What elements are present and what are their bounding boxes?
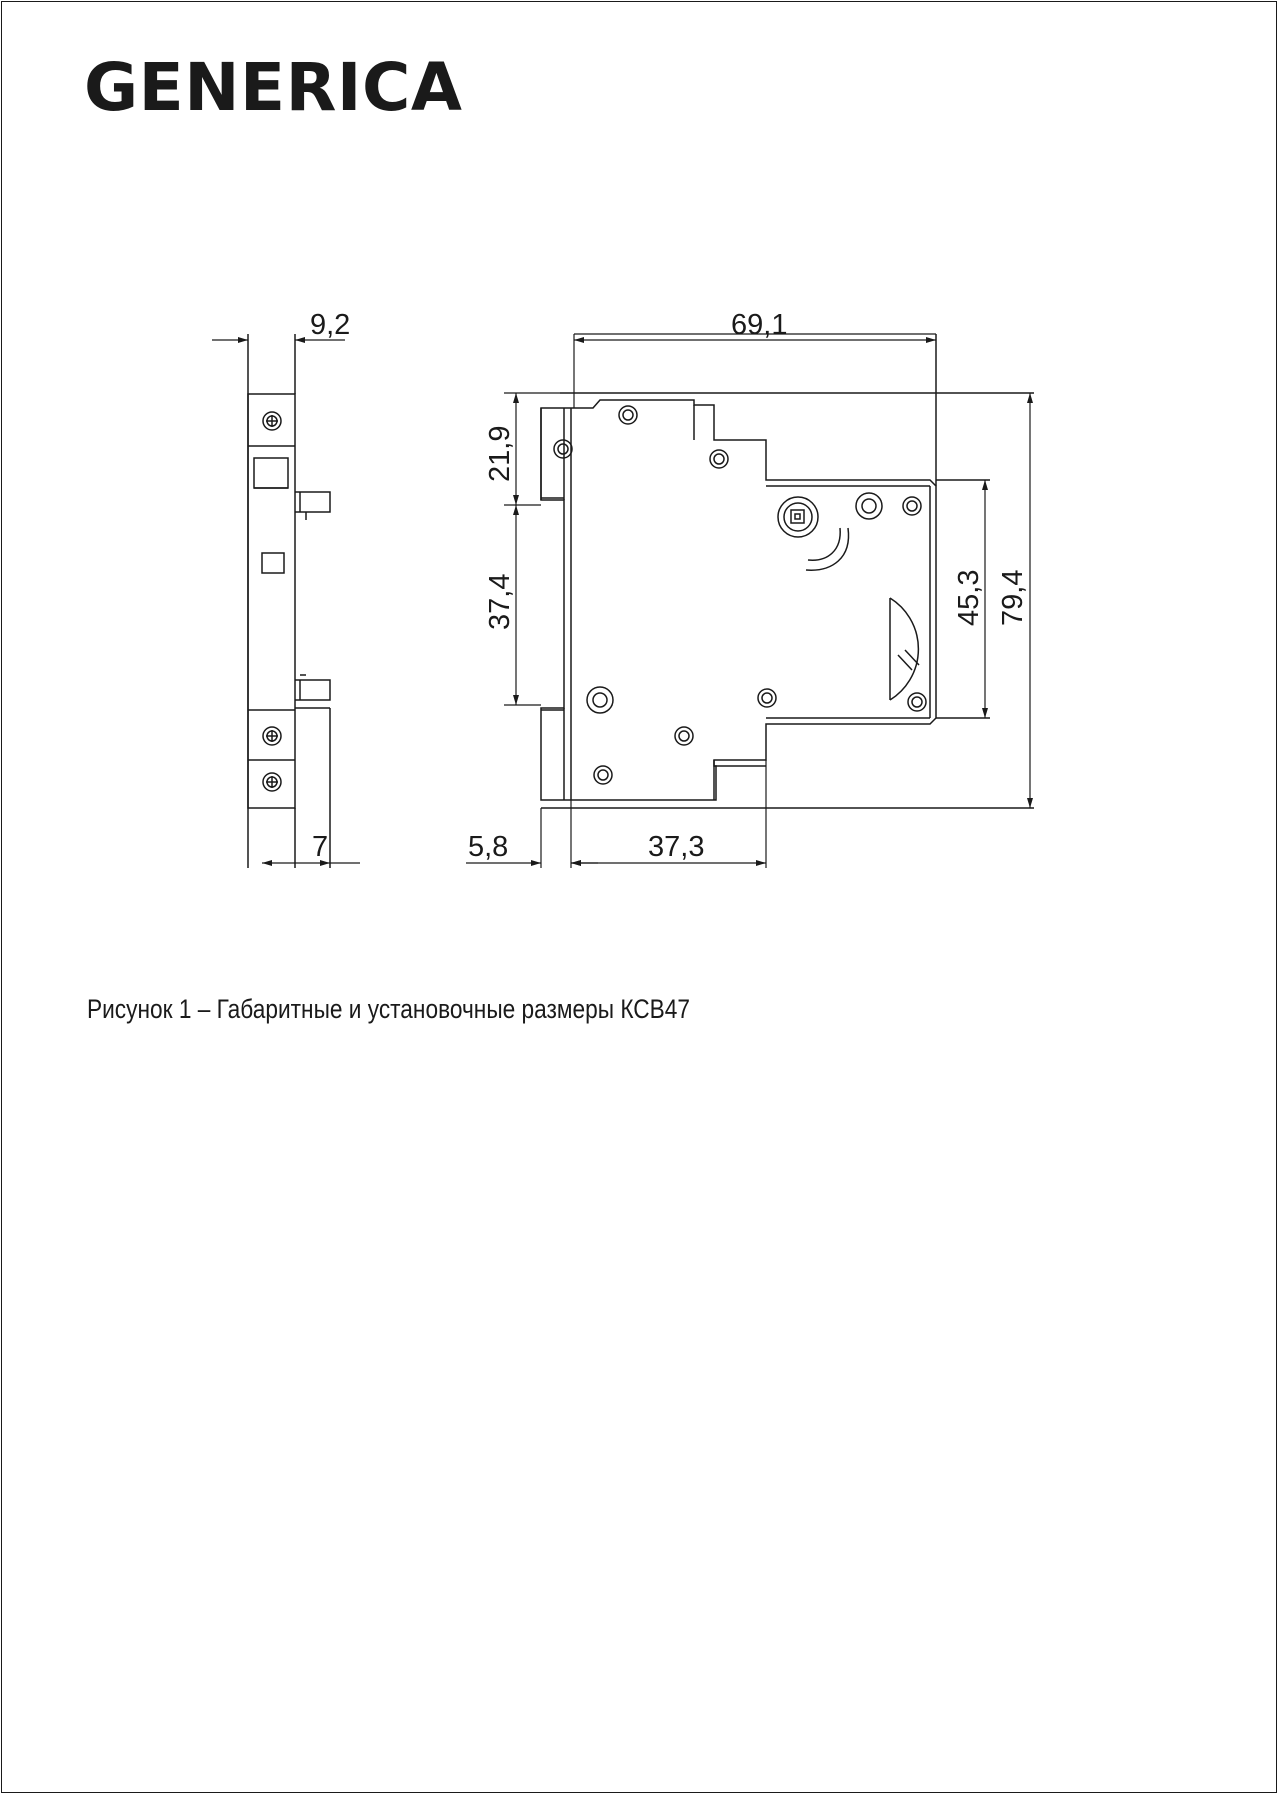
hole-1 [554,440,572,458]
hole-10 [908,693,926,711]
figure-caption: Рисунок 1 – Габаритные и установочные размеры КСВ47 [87,994,691,1024]
dim-label-69-1: 69,1 [731,309,788,341]
dim-label-45-3: 45,3 [953,569,985,626]
side-window [262,553,284,573]
hole-9 [594,766,612,784]
dim-label-9-2: 9,2 [310,309,351,341]
side-screw-middle [263,727,281,745]
side-screw-bottom [263,773,281,791]
hole-3 [710,450,728,468]
front-body-outline [541,400,936,800]
hole-4 [856,493,882,519]
hole-6 [587,687,613,713]
dim-label-5-8: 5,8 [468,831,509,863]
front-holes [554,406,926,784]
hole-5 [903,497,921,515]
dim-label-21-9: 21,9 [484,425,516,482]
side-body-outline [248,394,295,808]
hole-7 [758,689,776,707]
dim-label-37-3: 37,3 [648,831,705,863]
hole-8 [675,727,693,745]
dim-label-7: 7 [312,831,329,863]
lever-pivot [778,497,818,537]
dim-label-79-4: 79,4 [997,569,1029,626]
dim-label-37-4: 37,4 [484,573,516,630]
side-top-latch [254,458,288,488]
side-view [248,334,330,868]
hole-2 [619,406,637,424]
brand-logo: GENERICA [84,49,463,126]
side-screw-top [263,412,281,430]
